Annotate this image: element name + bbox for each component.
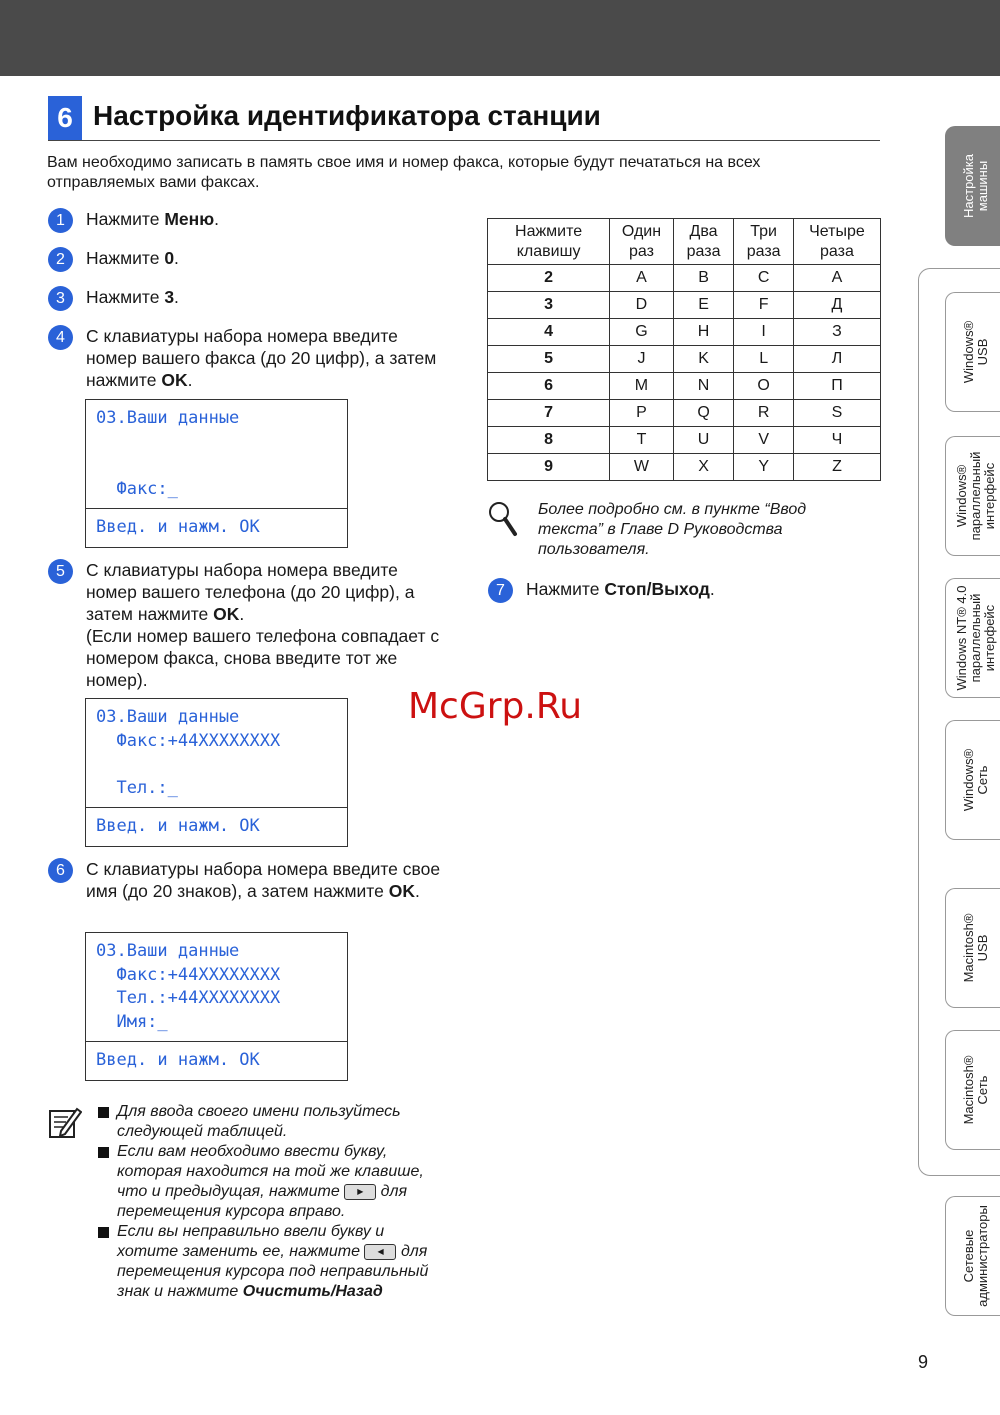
- table-cell: 6: [488, 373, 610, 400]
- table-cell: 9: [488, 454, 610, 481]
- table-cell: S: [793, 400, 880, 427]
- intro-text: Вам необходимо записать в память свое имя и номер факса, которые будут печататься на всех отправляемых вами факсах.: [47, 154, 761, 191]
- table-cell: A: [793, 265, 880, 292]
- step-4: [48, 325, 446, 391]
- page-number: 9: [918, 1352, 929, 1372]
- lcd-footer: Введ. и нажм. OK: [86, 508, 347, 547]
- step-text: Нажмите Меню.: [86, 209, 220, 229]
- table-cell: X: [673, 454, 734, 481]
- step-number: 7: [488, 578, 513, 603]
- step-number: 2: [48, 247, 73, 272]
- table-header: Нажмите клавишу: [488, 219, 610, 265]
- lcd-line: 03.Ваши данные: [96, 408, 240, 428]
- tab-label: Windows® USB: [960, 320, 990, 384]
- table-cell: 2: [488, 265, 610, 292]
- step-number: 6: [48, 858, 73, 883]
- lcd-line: Факс:_: [96, 479, 178, 499]
- table-cell: 3: [488, 292, 610, 319]
- lcd-line: Тел.:_: [96, 778, 178, 798]
- magnifier-icon: [487, 498, 519, 543]
- lcd-line: Тел.:+44XXXXXXXX: [96, 988, 281, 1008]
- table-cell: 4: [488, 319, 610, 346]
- table-cell: J: [610, 346, 674, 373]
- left-arrow-key-icon: ◀: [364, 1244, 396, 1260]
- step-number: 5: [48, 559, 73, 584]
- table-cell: F: [734, 292, 794, 319]
- note-item: Для ввода своего имени пользуйтесь следующей таблицей.: [98, 1102, 438, 1142]
- step-2: [48, 247, 446, 272]
- step-text: Нажмите 0.: [86, 248, 179, 268]
- key-table: [487, 218, 881, 481]
- table-row: [488, 454, 881, 481]
- table-cell: E: [673, 292, 734, 319]
- table-cell: N: [673, 373, 734, 400]
- table-cell: A: [610, 265, 674, 292]
- table-cell: Y: [734, 454, 794, 481]
- table-cell: T: [610, 427, 674, 454]
- tab-label: Windows® Сеть: [960, 748, 990, 812]
- tab-windows-usb[interactable]: [945, 292, 1000, 412]
- table-cell: 8: [488, 427, 610, 454]
- tab-windows-network[interactable]: [945, 720, 1000, 840]
- step-text: С клавиатуры набора номера введите номер вашего факса (до 20 цифр), а затем нажмите OK.: [86, 326, 437, 390]
- table-cell: З: [793, 319, 880, 346]
- step-text: С клавиатуры набора номера введите номер вашего телефона (до 20 цифр), а затем нажмите OK. (Если номер вашего телефона совпадает с номером факса, снова введите тот же номер).: [86, 560, 440, 690]
- lcd-display-1: [85, 399, 348, 548]
- lcd-line: 03.Ваши данные: [96, 707, 240, 727]
- tab-macintosh-network[interactable]: [945, 1030, 1000, 1150]
- tab-label: Macintosh® USB: [960, 913, 990, 983]
- table-header-row: [488, 219, 881, 265]
- table-cell: D: [610, 292, 674, 319]
- step-5: [48, 559, 446, 691]
- table-row: [488, 427, 881, 454]
- step-number: 3: [48, 286, 73, 311]
- step-7: [488, 578, 886, 603]
- table-header: Два раза: [673, 219, 734, 265]
- step-text: Нажмите 3.: [86, 287, 179, 307]
- table-cell: C: [734, 265, 794, 292]
- table-cell: Л: [793, 346, 880, 373]
- tab-label: Macintosh® Сеть: [960, 1055, 990, 1125]
- lcd-line: Факс:+44XXXXXXXX: [96, 965, 281, 985]
- table-row: [488, 292, 881, 319]
- tab-macintosh-usb[interactable]: [945, 888, 1000, 1008]
- table-cell: R: [734, 400, 794, 427]
- table-cell: Ч: [793, 427, 880, 454]
- lcd-line: 03.Ваши данные: [96, 941, 240, 961]
- lcd-display-2: [85, 698, 348, 847]
- step-text: Нажмите Стоп/Выход.: [526, 579, 715, 599]
- step-text: С клавиатуры набора номера введите свое имя (до 20 знаков), а затем нажмите OK.: [86, 859, 441, 901]
- tab-windows-nt-parallel[interactable]: [945, 578, 1000, 698]
- lcd-line: Имя:_: [96, 1012, 168, 1032]
- tab-label: Windows NT® 4.0 параллельный интерфейс: [953, 585, 997, 691]
- section-number: 6: [48, 96, 82, 140]
- table-cell: K: [673, 346, 734, 373]
- table-cell: P: [610, 400, 674, 427]
- table-row: [488, 319, 881, 346]
- table-cell: B: [673, 265, 734, 292]
- lcd-footer: Введ. и нажм. OK: [86, 1041, 347, 1080]
- table-cell: O: [734, 373, 794, 400]
- table-cell: G: [610, 319, 674, 346]
- table-header: Один раз: [610, 219, 674, 265]
- table-cell: Q: [673, 400, 734, 427]
- lcd-footer: Введ. и нажм. OK: [86, 807, 347, 846]
- tab-machine-setup[interactable]: [945, 126, 1000, 246]
- notes-list: [98, 1102, 438, 1302]
- table-cell: U: [673, 427, 734, 454]
- lcd-line: Факс:+44XXXXXXXX: [96, 731, 281, 751]
- table-cell: I: [734, 319, 794, 346]
- table-cell: H: [673, 319, 734, 346]
- table-row: [488, 346, 881, 373]
- page-title: Настройка идентификатора станции: [93, 100, 601, 131]
- table-cell: Д: [793, 292, 880, 319]
- table-cell: L: [734, 346, 794, 373]
- tab-network-admins[interactable]: [945, 1196, 1000, 1316]
- step-1: [48, 208, 446, 233]
- lcd-display-3: [85, 932, 348, 1081]
- table-row: [488, 400, 881, 427]
- tab-label: Настройка машины: [960, 154, 990, 218]
- title-divider: [48, 140, 880, 141]
- top-bar: [0, 0, 1000, 76]
- step-number: 1: [48, 208, 73, 233]
- note-item: Если вам необходимо ввести букву, которая находится на той же клавише, что и предыдущая, нажмите ▶ для перемещения курсора вправо.: [98, 1142, 438, 1222]
- table-cell: V: [734, 427, 794, 454]
- tab-label: Windows® параллельный интерфейс: [953, 451, 997, 541]
- table-header: Три раза: [734, 219, 794, 265]
- note-item: Если вы неправильно ввели букву и хотите заменить ее, нажмите ◀ для перемещения курсора под неправильный знак и нажмите Очистить/Назад: [98, 1222, 438, 1302]
- tab-label: Сетевые администраторы: [960, 1205, 990, 1307]
- step-6: [48, 858, 446, 902]
- table-cell: 7: [488, 400, 610, 427]
- table-cell: 5: [488, 346, 610, 373]
- table-cell: M: [610, 373, 674, 400]
- step-number: 4: [48, 325, 73, 350]
- note-pencil-icon: [48, 1105, 82, 1144]
- tab-windows-parallel[interactable]: [945, 436, 1000, 556]
- table-row: [488, 373, 881, 400]
- step-3: [48, 286, 446, 311]
- right-arrow-key-icon: ▶: [344, 1184, 376, 1200]
- table-row: [488, 265, 881, 292]
- reference-note: Более подробно см. в пункте “Ввод текста” в Главе D Руководства пользователя.: [538, 501, 807, 558]
- table-header: Четыре раза: [793, 219, 880, 265]
- watermark: McGrp.Ru: [408, 686, 583, 727]
- table-cell: П: [793, 373, 880, 400]
- table-cell: W: [610, 454, 674, 481]
- table-cell: Z: [793, 454, 880, 481]
